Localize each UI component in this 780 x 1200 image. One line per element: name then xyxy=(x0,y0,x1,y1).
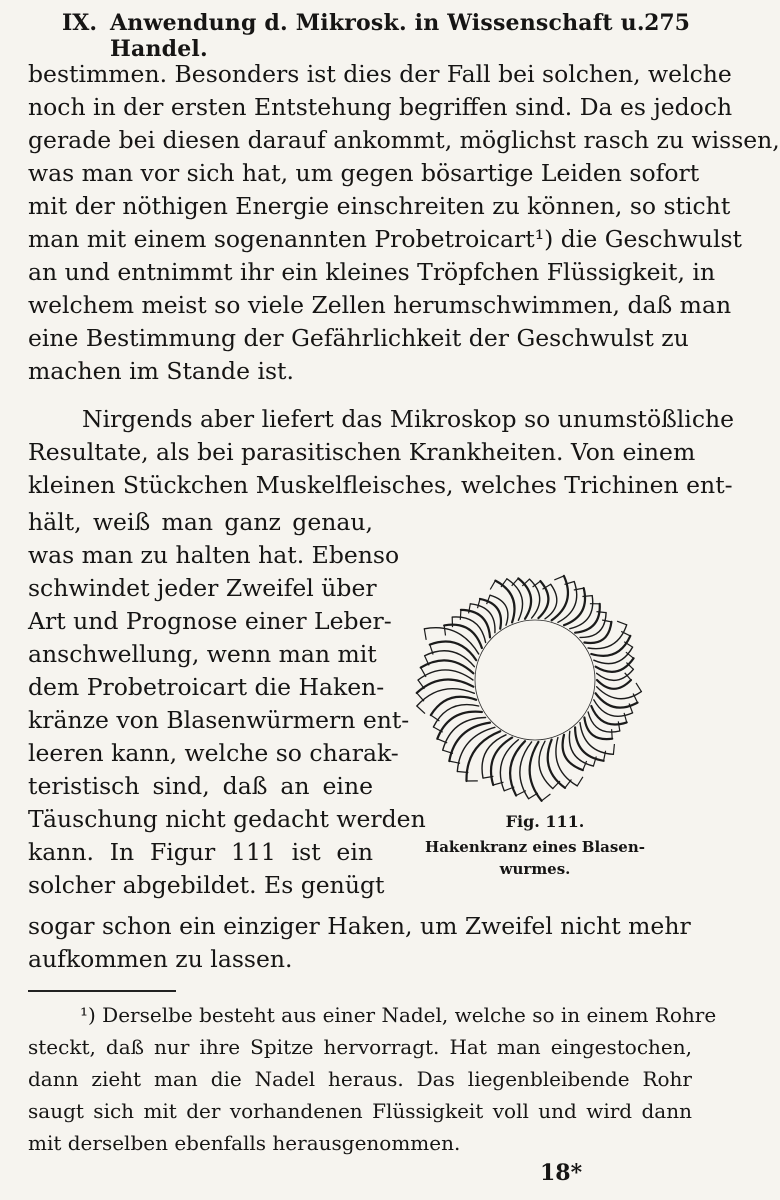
figure-caption-line: Hakenkranz eines Blasen- xyxy=(425,838,645,856)
figure-caption-line: wurmes. xyxy=(499,860,571,878)
hook-barb xyxy=(554,576,564,580)
text-line: solcher abgebildet. Es genügt xyxy=(28,871,385,899)
hook-barb xyxy=(417,693,424,701)
hook-stroke xyxy=(539,741,553,788)
running-header xyxy=(60,6,690,62)
hook-stroke xyxy=(495,581,514,623)
hook-barb xyxy=(565,780,571,788)
running-title: Anwendung d. Mikrosk. in Wissenschaft u. Handel. xyxy=(110,10,645,62)
hook-barb xyxy=(542,794,551,801)
hook-barb xyxy=(424,629,426,640)
hook-stroke xyxy=(596,658,634,672)
hook-stroke xyxy=(552,576,568,620)
figure-caption xyxy=(405,836,665,880)
text-line: teristisch sind, daß an eine xyxy=(28,772,373,800)
hook-stroke xyxy=(500,740,518,791)
text-line: eine Bestimmung der Gefährlichkeit der Geschwulst zu xyxy=(28,324,689,352)
hook-barb xyxy=(460,610,461,620)
hook-barb xyxy=(431,715,440,721)
hook-barb xyxy=(516,791,526,796)
hook-barb xyxy=(602,620,611,622)
footnote-rule xyxy=(28,990,176,992)
hook-stroke xyxy=(588,625,627,649)
text-line: dem Probetroicart die Haken- xyxy=(28,673,385,701)
text-line: kränze von Blasenwürmern ent- xyxy=(28,706,410,734)
hook-barb xyxy=(417,706,425,714)
hook-crown-icon xyxy=(405,550,705,810)
hook-barb xyxy=(444,625,445,635)
figure-label: Fig. 111. xyxy=(505,812,585,831)
text-line: was man zu halten hat. Ebenso xyxy=(28,541,400,569)
text-line: an und entnimmt ihr ein kleines Tröpfchen Flüssigkeit, in xyxy=(28,258,716,286)
page-number: 275 xyxy=(644,10,690,36)
footnote-line: steckt, daß nur ihre Spitze hervorragt. Hat man eingestochen, xyxy=(28,1035,692,1059)
footnote-line: dann zieht man die Nadel heraus. Das liegenbleibende Rohr xyxy=(28,1067,692,1091)
hook-barb xyxy=(529,793,538,799)
hook-barb xyxy=(624,713,627,723)
hook-barb xyxy=(574,588,584,590)
text-line: Nirgends aber liefert das Mikroskop so unumstößliche xyxy=(82,405,735,433)
text-line: noch in der ersten Entstehung begriffen sind. Da es jedoch xyxy=(28,93,733,121)
text-line: Art und Prognose einer Leber- xyxy=(28,607,392,635)
hook-stroke xyxy=(597,680,631,689)
text-line: bestimmen. Besonders ist dies der Fall bei solchen, welche xyxy=(28,60,732,88)
text-line: kann. In Figur 111 ist ein xyxy=(28,838,373,866)
text-line: man mit einem sogenannten Probetroicart¹) die Geschwulst xyxy=(28,225,742,253)
text-line: schwindet jeder Zweifel über xyxy=(28,574,377,602)
hook-stroke xyxy=(556,738,577,786)
text-line: sogar schon ein einziger Haken, um Zweifel nicht mehr xyxy=(28,912,691,940)
text-line: aufkommen zu lassen. xyxy=(28,945,293,973)
hook-barb xyxy=(478,599,481,608)
footnote-line: ¹) Derselbe besteht aus einer Nadel, welche so in einem Rohre xyxy=(80,1003,717,1027)
text-line: gerade bei diesen darauf ankommt, möglichst rasch zu wissen, xyxy=(28,126,780,154)
hook-stroke xyxy=(421,660,474,673)
hook-barb xyxy=(618,721,620,731)
footnote-line: mit derselben ebenfalls herausgenommen. xyxy=(28,1131,461,1155)
text-line: Täuschung nicht gedacht werden xyxy=(28,805,426,833)
text-line: Resultate, als bei parasitischen Krankheiten. Von einem xyxy=(28,438,696,466)
text-line: anschwellung, wenn man mit xyxy=(28,640,377,668)
text-line: was man vor sich hat, um gegen bösartige Leiden sofort xyxy=(28,159,700,187)
text-line: welchem meist so viele Zellen herumschwimmen, daß man xyxy=(28,291,732,319)
crown-center xyxy=(475,620,595,740)
hook-crown-figure xyxy=(405,550,705,810)
hook-barb xyxy=(577,777,583,786)
footnote-line: saugt sich mit der vorhandenen Flüssigkeit voll und wird dann xyxy=(28,1099,692,1123)
hook-stroke xyxy=(530,742,542,801)
text-line: hält, weiß man ganz genau, xyxy=(28,508,373,536)
chapter-number: IX. xyxy=(62,10,98,36)
hook-stroke xyxy=(596,693,638,707)
text-line: kleinen Stückchen Muskelfleisches, welches Trichinen ent- xyxy=(28,471,733,499)
hook-barb xyxy=(613,744,614,754)
hook-stroke xyxy=(594,700,633,717)
hook-barb xyxy=(553,781,560,789)
text-line: machen im Stande ist. xyxy=(28,357,294,385)
text-line: leeren kann, welche so charak- xyxy=(28,739,399,767)
hook-barb xyxy=(418,680,424,689)
signature-mark: 18* xyxy=(540,1160,583,1186)
hook-barb xyxy=(636,683,641,692)
hook-barb xyxy=(617,621,627,625)
hook-barb xyxy=(421,668,426,677)
text-line: mit der nöthigen Energie einschreiten zu können, so sticht xyxy=(28,192,731,220)
hook-barb xyxy=(490,581,495,590)
hook-barb xyxy=(612,729,613,739)
hook-barb xyxy=(597,612,607,613)
